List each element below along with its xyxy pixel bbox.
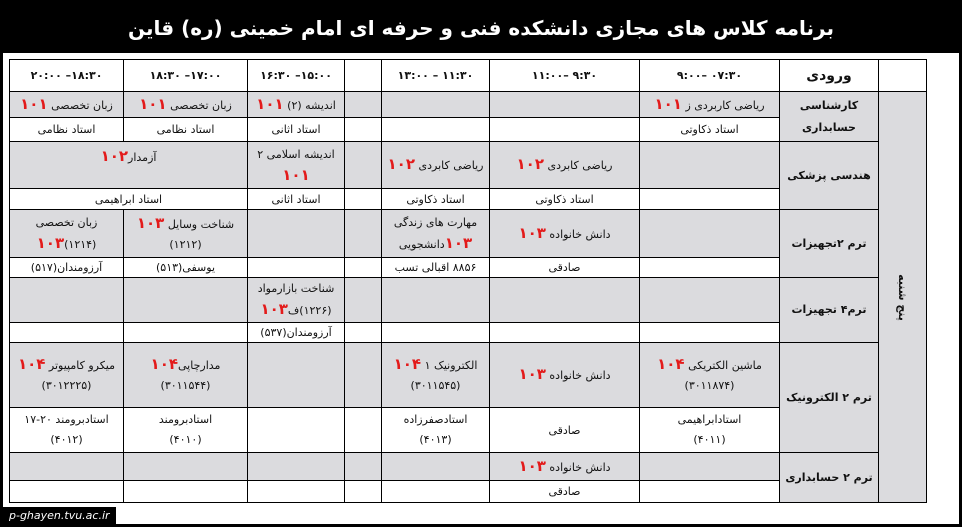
class-cell: مدارچاپی۱۰۴ (۳۰۱۱۵۴۴): [124, 343, 248, 408]
class-cell: دانش خانواده ۱۰۳: [490, 210, 640, 258]
day-label: پنج شنبه: [879, 92, 927, 503]
entry-header: ورودی: [780, 60, 879, 92]
page-title: برنامه کلاس های مجازی دانشکده فنی و حرفه ای امام خمینی (ره) قاین: [3, 3, 959, 53]
class-cell: آزمدار۱۰۲: [10, 142, 248, 189]
teacher-cell: استاد ذکاوتی: [382, 189, 490, 210]
class-cell: میکرو کامپیوتر ۱۰۴ (۳۰۱۲۲۲۵): [10, 343, 124, 408]
class-cell: اندیشه اسلامی ۲ ۱۰۱: [248, 142, 345, 189]
slot-header: ۱۵:۰۰– ۱۶:۳۰: [248, 60, 345, 92]
slot-header: ۱۷:۰۰– ۱۸:۳۰: [124, 60, 248, 92]
teacher-cell: استاد اثانی: [248, 118, 345, 142]
slot-header: ۱۱:۳۰ – ۱۳:۰۰: [382, 60, 490, 92]
teacher-cell: استاد نظامی: [10, 118, 124, 142]
class-cell: زبان تخصصی ۱۰۱: [124, 92, 248, 118]
group-label: کارشناسی حسابداری: [780, 92, 879, 142]
teacher-cell: استادابراهیمی (۴۰۱۱): [640, 408, 780, 453]
class-cell: اندیشه (۲) ۱۰۱: [248, 92, 345, 118]
header-row: [10, 60, 927, 92]
teacher-cell: صادقی: [490, 481, 640, 503]
schedule-table: [9, 59, 927, 503]
teacher-cell: استاد اثانی: [248, 189, 345, 210]
class-cell: زبان تخصصی ۱۰۱: [10, 92, 124, 118]
class-cell: شناخت وسایل ۱۰۳ (۱۲۱۲): [124, 210, 248, 258]
teacher-cell: استاد نظامی: [124, 118, 248, 142]
class-cell: شناخت بازارمواد (۱۲۲۶)ف۱۰۳: [248, 278, 345, 323]
teacher-cell: صادقی: [490, 408, 640, 453]
class-cell: ریاضی کابردی ۱۰۲: [382, 142, 490, 189]
teacher-cell: آرزومندان(۵۳۷): [248, 323, 345, 343]
teacher-cell: یوسفی(۵۱۳): [124, 258, 248, 278]
teacher-cell: ۸۸۵۶ اقبالی تسب: [382, 258, 490, 278]
class-cell: ماشین الکتریکی ۱۰۴ (۳۰۱۱۸۷۴): [640, 343, 780, 408]
group-label: ترم ۲ حسابداری: [780, 453, 879, 503]
teacher-cell: استادبرومند ۲۰-۱۷ (۴۰۱۲): [10, 408, 124, 453]
teacher-cell: استاد ذکاوتی: [640, 118, 780, 142]
teacher-cell: استاد ابراهیمی: [10, 189, 248, 210]
teacher-cell: آرزومندان(۵۱۷): [10, 258, 124, 278]
slot-header: ۹:۳۰ –۱۱:۰۰: [490, 60, 640, 92]
class-cell: الکترونیک ۱ ۱۰۴ (۳۰۱۱۵۴۵): [382, 343, 490, 408]
slot-header: [345, 60, 382, 92]
slot-header: ۱۸:۳۰– ۲۰:۰۰: [10, 60, 124, 92]
class-cell: ریاضی کاربردی ز ۱۰۱: [640, 92, 780, 118]
teacher-cell: استاد ذکاوتی: [490, 189, 640, 210]
group-label: ترم۴ تجهیزات: [780, 278, 879, 343]
class-cell: زبان تخصصی (۱۲۱۴)۱۰۳: [10, 210, 124, 258]
teacher-cell: استادبرومند (۴۰۱۰): [124, 408, 248, 453]
class-cell: دانش خانواده ۱۰۳: [490, 343, 640, 408]
group-label: ترم ۲تجهیزات: [780, 210, 879, 278]
group-label: هندسی پزشکی: [780, 142, 879, 210]
slot-header: ۰۷:۳۰ –۹:۰۰: [640, 60, 780, 92]
teacher-cell: صادقی: [490, 258, 640, 278]
schedule-frame: [3, 3, 959, 524]
class-cell: مهارت های زندگی ۱۰۳دانشجویی: [382, 210, 490, 258]
site-url: p-ghayen.tvu.ac.ir: [3, 507, 116, 524]
group-label: ترم ۲ الکترونیک: [780, 343, 879, 453]
class-cell: ریاضی کابردی ۱۰۲: [490, 142, 640, 189]
teacher-cell: استادصفرزاده (۴۰۱۳): [382, 408, 490, 453]
class-cell: دانش خانواده ۱۰۳: [490, 453, 640, 481]
